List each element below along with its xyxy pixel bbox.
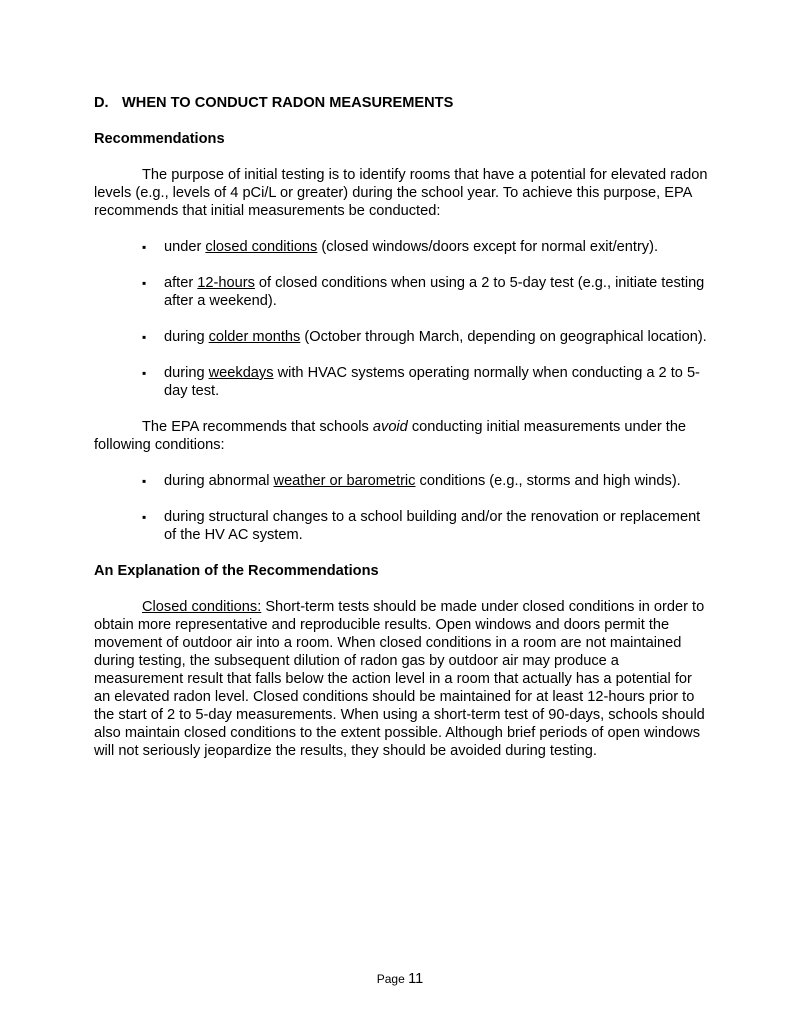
- list-item: ▪ during structural changes to a school building and/or the renovation or replacement of the HV AC system.: [142, 509, 701, 543]
- list-item: ▪ during weekdays with HVAC systems operating normally when conducting a 2 to 5-day test.: [142, 365, 700, 399]
- list-item: ▪ during colder months (October through March, depending on geographical location).: [142, 329, 707, 345]
- section-title: [94, 94, 710, 112]
- avoid-list: [94, 472, 710, 544]
- bullet-icon: ▪: [142, 330, 147, 344]
- underlined-term: weekdays: [208, 365, 274, 381]
- underlined-term: closed conditions: [205, 239, 318, 255]
- page-number: 11: [408, 971, 424, 987]
- section-letter: D.: [94, 95, 109, 111]
- avoid-paragraph: The EPA recommends that schools avoid conducting initial measurements under the following conditions:: [94, 419, 687, 453]
- explanation-paragraph: Closed conditions: Short-term tests should be made under closed conditions in order to obtain more representative and reproducible results. Open windows and doors permit the movement of outdoor air into a room. When closed conditions in a room are not maintained during testing, the subsequent dilution of radon gas by outdoor air may produce a measurement result that falls below the action level in a room that actually has a potential for an elevated radon level. Closed conditions should be maintained for at least 12-hours prior to the start of 2 to 5-day measurements. When using a short-term test of 90-days, schools should also maintain closed conditions to the extent possible. Although brief periods of open windows will not seriously jeopardize the results, they should be avoided during testing.: [94, 599, 705, 759]
- bullet-icon: ▪: [142, 276, 147, 290]
- bullet-icon: ▪: [142, 366, 147, 380]
- underlined-term: 12-hours: [197, 275, 255, 291]
- explanation-heading: An Explanation of the Recommendations: [94, 563, 379, 579]
- bullet-icon: ▪: [142, 510, 147, 524]
- underlined-term: weather or barometric: [273, 473, 416, 489]
- list-item: ▪ during abnormal weather or barometric conditions (e.g., storms and high winds).: [142, 473, 681, 489]
- emphasis-avoid: avoid: [372, 419, 408, 435]
- recommendations-heading: Recommendations: [94, 131, 225, 147]
- list-item: ▪ under closed conditions (closed windows/doors except for normal exit/entry).: [142, 239, 659, 255]
- section-title-text: WHEN TO CONDUCT RADON MEASUREMENTS: [122, 95, 454, 111]
- underlined-term: colder months: [208, 329, 301, 345]
- bullet-icon: ▪: [142, 240, 147, 254]
- intro-paragraph: The purpose of initial testing is to identify rooms that have a potential for elevated radon levels (e.g., levels of 4 pCi/L or greater) during the school year. To achieve this purpose, EPA recommends that initial measurements be conducted:: [94, 167, 708, 219]
- bullet-icon: ▪: [142, 474, 147, 488]
- page-label: Page: [376, 972, 405, 986]
- list-item: ▪ after 12-hours of closed conditions when using a 2 to 5-day test (e.g., initiate testing after a weekend).: [142, 275, 705, 309]
- recommendations-list: [94, 238, 710, 400]
- closed-conditions-lead: Closed conditions:: [142, 599, 262, 615]
- page-footer: [0, 971, 800, 987]
- document-page: [94, 94, 710, 760]
